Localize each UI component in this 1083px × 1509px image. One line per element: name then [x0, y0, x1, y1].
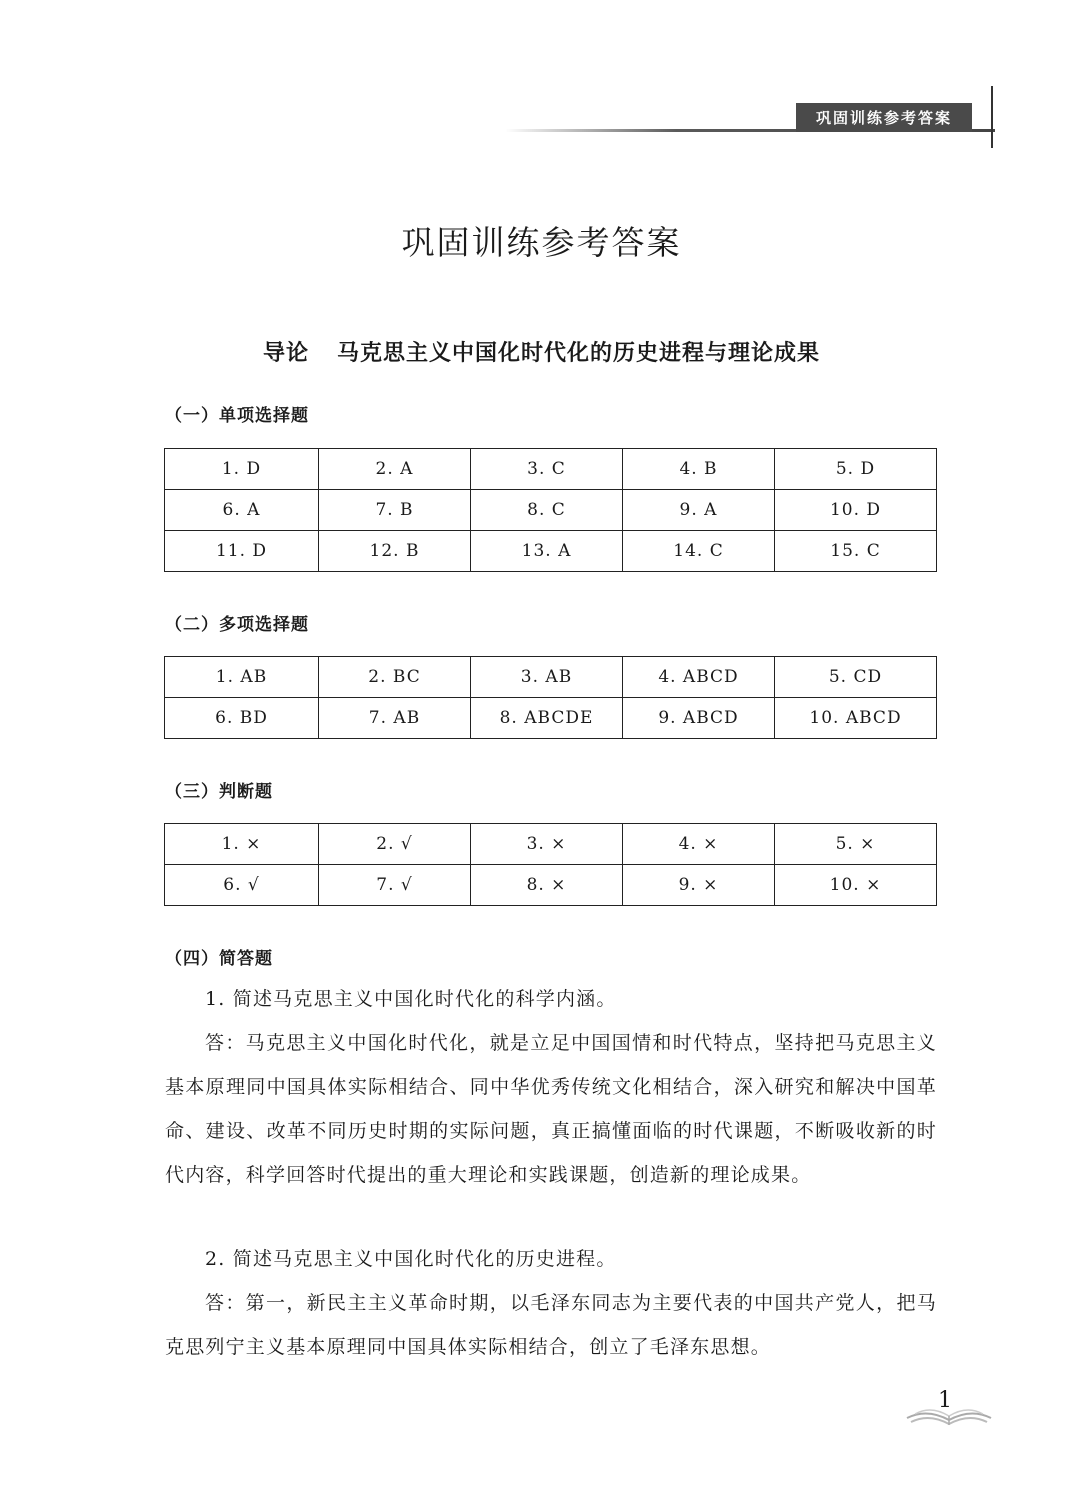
table-row: [165, 531, 937, 572]
table-row: [165, 657, 937, 698]
answer-1: 答：马克思主义中国化时代化，就是立足中国国情和时代特点，坚持把马克思主义基本原理同中国具体实际相结合、同中华优秀传统文化相结合，深入研究和解决中国革命、建设、改革不同历史时期的实际问题，真正搞懂面临的时代课题，不断吸收新的时代内容，科学回答时代提出的重大理论和实践课题，创造新的理论成果。: [165, 1032, 937, 1186]
answer-cell: 5. ×: [775, 824, 937, 865]
answer-cell: 2. √: [319, 824, 471, 865]
answer-cell: 1. AB: [165, 657, 319, 698]
answer-cell: 6. A: [165, 490, 319, 531]
answer-cell: 12. B: [319, 531, 471, 572]
answer-cell: 5. CD: [775, 657, 937, 698]
answer-cell: 4. ×: [623, 824, 775, 865]
answer-cell: 8. C: [471, 490, 623, 531]
answer-cell: 6. BD: [165, 698, 319, 739]
answer-cell: 1. ×: [165, 824, 319, 865]
answer-cell: 4. ABCD: [623, 657, 775, 698]
multiple-choice-table: [164, 656, 937, 739]
single-choice-table: [164, 448, 937, 572]
answer-cell: 15. C: [775, 531, 937, 572]
question-1: 1. 简述马克思主义中国化时代化的科学内涵。: [205, 988, 617, 1010]
section-heading-multiple: （二）多项选择题: [165, 615, 309, 635]
answer-cell: 7. B: [319, 490, 471, 531]
table-row: [165, 698, 937, 739]
answer-cell: 4. B: [623, 449, 775, 490]
answer-cell: 10. D: [775, 490, 937, 531]
true-false-table: [164, 823, 937, 906]
chapter-name: 马克思主义中国化时代化的历史进程与理论成果: [337, 340, 821, 366]
answer-cell: 7. AB: [319, 698, 471, 739]
answer-cell: 5. D: [775, 449, 937, 490]
answer-cell: 10. ABCD: [775, 698, 937, 739]
table-row: [165, 865, 937, 906]
table-row: [165, 490, 937, 531]
table-row: [165, 824, 937, 865]
chapter-label: 导论: [262, 340, 309, 366]
answer-cell: 10. ×: [775, 865, 937, 906]
answer-cell: 6. √: [165, 865, 319, 906]
answer-cell: 9. ABCD: [623, 698, 775, 739]
answer-cell: 7. √: [319, 865, 471, 906]
answer-cell: 8. ×: [471, 865, 623, 906]
page-number: 1: [938, 1388, 952, 1413]
answer-2: 答：第一，新民主主义革命时期，以毛泽东同志为主要代表的中国共产党人，把马克思列宁主义基本原理同中国具体实际相结合，创立了毛泽东思想。: [165, 1292, 937, 1358]
answer-cell: 2. BC: [319, 657, 471, 698]
section-heading-short: （四）简答题: [165, 949, 273, 969]
header-vertical-bar: [991, 86, 993, 148]
question-2: 2. 简述马克思主义中国化时代化的历史进程。: [205, 1248, 617, 1270]
page-title: 巩固训练参考答案: [401, 223, 682, 262]
answer-cell: 13. A: [471, 531, 623, 572]
answer-cell: 1. D: [165, 449, 319, 490]
answer-cell: 9. ×: [623, 865, 775, 906]
answer-cell: 14. C: [623, 531, 775, 572]
section-heading-single: （一）单项选择题: [165, 406, 309, 426]
answer-cell: 9. A: [623, 490, 775, 531]
open-book-icon: [905, 1400, 993, 1426]
section-heading-judge: （三）判断题: [165, 782, 273, 802]
chapter-title: [0, 336, 1083, 367]
answer-cell: 2. A: [319, 449, 471, 490]
header-badge: 巩固训练参考答案: [796, 103, 972, 132]
answer-cell: 8. ABCDE: [471, 698, 623, 739]
answer-cell: 3. C: [471, 449, 623, 490]
answer-cell: 3. ×: [471, 824, 623, 865]
answer-cell: 11. D: [165, 531, 319, 572]
table-row: [165, 449, 937, 490]
answer-cell: 3. AB: [471, 657, 623, 698]
